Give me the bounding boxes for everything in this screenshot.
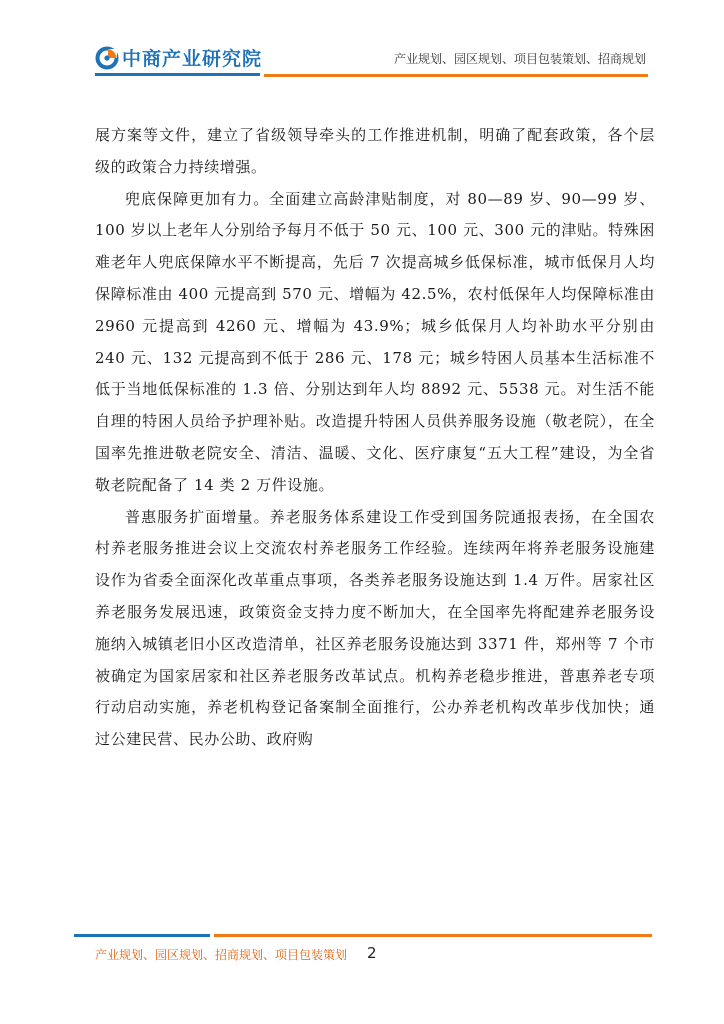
paragraph-safety-net: 兜底保障更加有力。全面建立高龄津贴制度，对 80—89 岁、90—99 岁、100 岁以上老年人分别给予每月不低于 50 元、100 元、300 元的津贴。特殊困难老年人兜底保障水平不断提高，先后 7 次提高城乡低保标准，城市低保月人均保障标准由 400 元提高到 570 元、增幅为 42.5%，农村低保年人均保障标准由 2960 元提高到 4260 元、增幅为 43.9%；城乡低保月人均补助水平分别由 240 元、132 元提高到不低于 286 元、178 元；城乡特困人员基本生活标准不低于当地低保标准的 1.3 倍、分别达到年人均 8892 元、5538 元。对生活不能自理的特困人员给予护理补贴。改造提升特困人员供养服务设施（敬老院），在全国率先推进敬老院安全、清洁、温暖、文化、医疗康复“五大工程”建设，为全省敬老院配备了 14 类 2 万件设施。 [95, 189, 655, 494]
paragraph-inclusive-services: 普惠服务扩面增量。养老服务体系建设工作受到国务院通报表扬，在全国农村养老服务推进会议上交流农村养老服务工作经验。连续两年将养老服务设施建设作为省委全面深化改革重点事项，各类养老服务设施达到 1.4 万件。居家社区养老服务发展迅速，政策资金支持力度不断加大，在全国率先将配建养老服务设施纳入城镇老旧小区改造清单，社区养老服务设施达到 3371 件，郑州等 7 个市被确定为国家居家和社区养老服务改革试点。机构养老稳步推进，普惠养老专项行动启动实施，养老机构登记备案制全面推行，公办养老机构改革步伐加快；通过公建民营、民办公助、政府购 [95, 507, 655, 749]
page-number: 2 [367, 944, 377, 962]
footer-rule-blue [74, 934, 210, 937]
paragraph-continued: 展方案等文件，建立了省级领导牵头的工作推进机制，明确了配套政策，各个层级的政策合力持续增强。 [95, 126, 655, 176]
body-text [95, 120, 655, 756]
footer-rule-orange [214, 934, 652, 937]
zhongshang-logo-icon [95, 46, 119, 70]
header-rule-orange [264, 74, 648, 77]
footer-tagline: 产业规划、园区规划、招商规划、项目包装策划 [95, 948, 348, 962]
brand-logo [95, 44, 262, 71]
header-tagline: 产业规划、园区规划、项目包装策划、招商规划 [393, 52, 646, 66]
logo-text: 中商产业研究院 [122, 48, 263, 70]
header-rule-blue [95, 73, 260, 76]
